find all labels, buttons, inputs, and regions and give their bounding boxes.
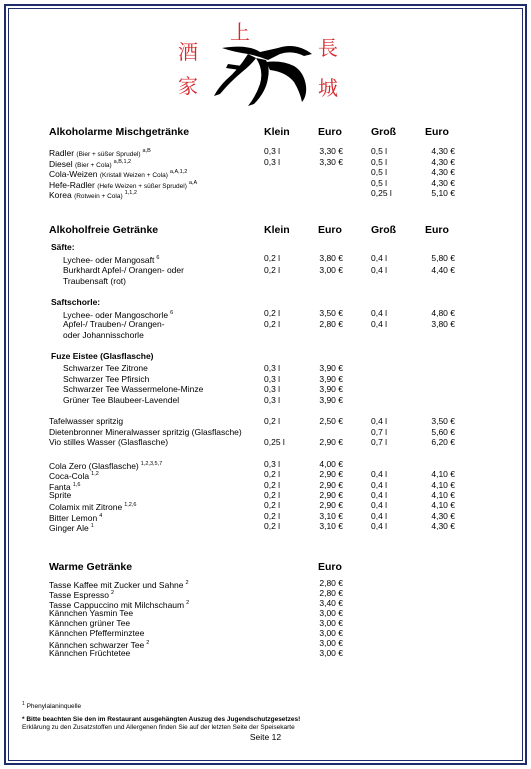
item-name: Kännchen Früchtetee: [49, 648, 131, 658]
price-large: 4,10 €: [431, 489, 455, 500]
volume-large: 0,7 l: [371, 437, 388, 447]
price-large: 4,10 €: [431, 469, 455, 480]
volume-small: 0,25 l: [264, 437, 285, 447]
volume-small: 0,3 l: [264, 394, 281, 405]
volume-large: 0,4 l: [371, 308, 388, 318]
price-large: 6,20 €: [431, 437, 455, 447]
volume-large: 0,4 l: [371, 469, 388, 480]
item-name: Schwarzer Tee Wassermelone-Minze: [63, 384, 204, 394]
volume-large: 0,4 l: [371, 253, 388, 263]
price-large: 3,80 €: [431, 319, 455, 329]
item-name: Bitter Lemon $^4$: [49, 512, 103, 523]
volume-small: 0,2 l: [264, 489, 281, 500]
item-name: oder Johannisschorle: [63, 330, 144, 340]
price-small: 2,90 €: [319, 469, 343, 480]
volume-small: 0,3 l: [264, 384, 281, 394]
logo-char: 上: [230, 20, 250, 44]
additive-footnote: 1,1,2: [124, 190, 137, 196]
price-small: 2,80 €: [319, 578, 343, 588]
additive-footnote: a,A: [188, 179, 198, 186]
item-detail: (Hefe Weizen + süßer Sprudel): [97, 182, 187, 190]
additive-footnote: 1,2: [91, 471, 99, 478]
price-large: 4,30 €: [431, 167, 455, 177]
price-large: 4,30 €: [431, 520, 455, 531]
item-name: Burkhardt Apfel-/ Orangen- oder: [63, 264, 184, 275]
section-title: Warme Getränke: [49, 561, 133, 573]
volume-large: 0,4 l: [371, 510, 388, 521]
item-name: Grüner Tee Blaubeer-Lavendel: [63, 394, 180, 405]
logo-char: 家: [178, 74, 198, 98]
price-small: 2,80 €: [319, 319, 343, 329]
item-name: Tafelwasser spritzig: [49, 416, 124, 426]
column-header: Euro: [318, 126, 342, 138]
price-small: 3,00 €: [319, 618, 343, 628]
volume-small: 0,3 l: [264, 363, 281, 373]
volume-large: 0,4 l: [371, 520, 388, 531]
price-large: 4,30 €: [431, 177, 455, 188]
item-name: Schwarzer Tee Pfirsich: [63, 373, 150, 384]
additive-footnote: 1,2,3,5,7: [140, 461, 163, 467]
volume-small: 0,2 l: [264, 510, 281, 521]
volume-small: 0,3 l: [264, 156, 281, 167]
footnotes: [22, 700, 502, 732]
volume-small: 0,3 l: [264, 373, 281, 384]
logo-char: 酒: [178, 40, 198, 64]
price-small: 2,90 €: [319, 437, 343, 447]
additive-footnote: 6: [170, 310, 174, 316]
price-small: 3,00 €: [319, 648, 343, 658]
item-name: Lychee- oder Mangoschorle $^6$: [63, 309, 174, 320]
price-small: 3,00 €: [319, 608, 343, 618]
column-header: Euro: [318, 224, 342, 236]
item-detail: (Kristall Weizen + Cola): [99, 171, 168, 179]
additive-footnote: 1,2,6: [124, 502, 137, 509]
item-name: Lychee- oder Mangosaft $^6$: [63, 254, 160, 265]
price-small: 3,00 €: [319, 638, 343, 648]
item-name: Apfel-/ Trauben-/ Orangen-: [63, 319, 165, 329]
item-name: Dietenbronner Mineralwasser spritzig (Glasflasche): [49, 426, 242, 437]
volume-large: 0,5 l: [371, 177, 388, 188]
price-small: 3,50 €: [319, 308, 343, 318]
item-name: Tasse Kaffee mit Zucker und Sahne $^2$: [49, 579, 189, 590]
additive-footnote: 2: [146, 640, 150, 646]
footnote-allergens: Erklärung zu den Zusatzstoffen und Allergenen finden Sie auf der letzten Seite der Speisekarte: [22, 724, 295, 732]
additive-footnote: 4: [99, 512, 103, 519]
additive-footnote: 2: [185, 580, 189, 586]
column-header: Klein: [264, 224, 290, 236]
section-title: Alkoholfreie Getränke: [49, 224, 159, 236]
price-small: 3,00 €: [319, 264, 343, 275]
volume-large: 0,4 l: [371, 479, 388, 490]
item-detail: (Bier + Cola): [75, 161, 112, 169]
column-header: Klein: [264, 126, 290, 138]
price-small: 3,10 €: [319, 510, 343, 521]
price-large: 4,30 €: [431, 146, 455, 156]
item-name: Kännchen Yasmin Tee: [49, 608, 134, 618]
item-name: Colamix mit Zitrone $^{1,2,6}$: [49, 502, 137, 513]
price-large: 4,30 €: [431, 510, 455, 521]
volume-large: 0,4 l: [371, 319, 388, 329]
price-small: 3,40 €: [319, 598, 343, 608]
volume-large: 0,25 l: [371, 188, 392, 198]
price-large: 4,30 €: [431, 156, 455, 167]
section-title: Alkoholarme Mischgetränke: [49, 126, 190, 138]
subsection-title: Fuze Eistee (Glasflasche): [51, 351, 154, 361]
price-small: 3,30 €: [319, 156, 343, 167]
additive-footnote: a,B: [142, 148, 151, 154]
subsection-title: Saftschorle:: [51, 297, 101, 307]
item-name: Vio stilles Wasser (Glasflasche): [49, 437, 169, 447]
volume-small: 0,3 l: [264, 459, 281, 469]
price-large: 4,80 €: [431, 308, 455, 318]
price-small: 2,90 €: [319, 479, 343, 490]
item-name: Ginger Ale $^1$: [49, 522, 94, 533]
price-large: 4,10 €: [431, 500, 455, 511]
volume-small: 0,2 l: [264, 500, 281, 511]
item-name: Tasse Cappuccino mit Milchschaum $^2$: [49, 599, 190, 610]
additive-footnote: 6: [156, 255, 160, 261]
volume-large: 0,4 l: [371, 489, 388, 500]
item-name: Diesel (Bier + Cola) $^{a,B,1,2}$: [49, 158, 132, 169]
volume-large: 0,4 l: [371, 416, 388, 426]
price-large: 5,60 €: [431, 426, 455, 437]
price-small: 3,30 €: [319, 146, 343, 156]
volume-small: 0,2 l: [264, 416, 281, 426]
price-small: 2,90 €: [319, 500, 343, 511]
item-detail: (Bier + süßer Sprudel): [76, 150, 141, 158]
volume-large: 0,4 l: [371, 264, 388, 275]
volume-large: 0,4 l: [371, 500, 388, 511]
price-large: 3,50 €: [431, 416, 455, 426]
additive-footnote: a,A,1,2: [169, 169, 188, 175]
item-name: Fanta $^{1,6}$: [49, 481, 81, 492]
price-small: 2,80 €: [319, 588, 343, 598]
volume-small: 0,2 l: [264, 319, 281, 329]
item-name: Kännchen grüner Tee: [49, 618, 131, 628]
price-small: 3,90 €: [319, 363, 343, 373]
column-header: Euro: [425, 126, 449, 138]
volume-small: 0,2 l: [264, 253, 281, 263]
price-large: 5,10 €: [431, 188, 455, 198]
item-name: Schwarzer Tee Zitrone: [63, 363, 148, 373]
volume-small: 0,2 l: [264, 479, 281, 490]
column-header: Euro: [318, 561, 342, 573]
page-number: Seite 12: [249, 732, 282, 742]
item-name: Cola-Weizen (Kristall Weizen + Cola) $^{a,A,1,2}$: [49, 168, 188, 179]
item-name: Tasse Espresso $^2$: [49, 589, 115, 600]
footnote-warning: * Bitte beachten Sie den im Restaurant ausgehängten Auszug des Jugendschutzgesetzes!: [22, 716, 301, 724]
great-wall-icon: [208, 40, 318, 108]
additive-footnote: 1,6: [72, 481, 81, 488]
item-name: Korea (Rotwein + Cola) $^{1,1,2}$: [49, 189, 137, 200]
item-detail: (Rotwein + Cola): [74, 192, 123, 200]
volume-large: 0,5 l: [371, 156, 388, 167]
price-small: 3,10 €: [319, 520, 343, 531]
item-name: Sprite: [49, 489, 72, 500]
column-header: Groß: [371, 126, 397, 138]
volume-large: 0,5 l: [371, 167, 388, 177]
item-name: Traubensaft (rot): [63, 276, 126, 286]
column-header: Groß: [371, 224, 397, 236]
price-large: 4,10 €: [431, 479, 455, 490]
item-name: Hefe-Radler (Hefe Weizen + süßer Sprudel) $^{a,A}$: [49, 179, 198, 190]
price-small: 3,90 €: [319, 384, 343, 394]
price-large: 4,40 €: [431, 264, 455, 275]
additive-footnote: 1: [90, 522, 94, 529]
volume-small: 0,2 l: [264, 520, 281, 531]
additive-footnote: 2: [186, 600, 190, 606]
price-small: 2,50 €: [319, 416, 343, 426]
price-small: 3,80 €: [319, 253, 343, 263]
volume-small: 0,2 l: [264, 264, 281, 275]
footnote-phenylalanine: $^1$ Phenylalaninquelle: [22, 701, 82, 711]
column-header: Euro: [425, 224, 449, 236]
volume-large: 0,7 l: [371, 426, 388, 437]
price-small: 2,90 €: [319, 489, 343, 500]
volume-small: 0,2 l: [264, 308, 281, 318]
item-name: Kännchen schwarzer Tee $^2$: [49, 639, 150, 650]
price-small: 3,00 €: [319, 628, 343, 638]
item-name: Kännchen Pfefferminztee: [49, 628, 145, 638]
volume-small: 0,3 l: [264, 146, 281, 156]
price-small: 3,90 €: [319, 373, 343, 384]
volume-small: 0,2 l: [264, 469, 281, 480]
price-small: 3,90 €: [319, 394, 343, 405]
additive-footnote: a,B,1,2: [113, 158, 132, 165]
item-name: Coca-Cola $^{1,2}$: [49, 471, 99, 482]
additive-footnote: 2: [111, 590, 115, 596]
item-name: Radler (Bier + süßer Sprudel) $^{a,B}$: [49, 147, 151, 158]
volume-large: 0,5 l: [371, 146, 388, 156]
price-large: 5,80 €: [431, 253, 455, 263]
subsection-title: Säfte:: [51, 242, 75, 252]
logo-char: 長: [318, 36, 338, 60]
restaurant-logo: [170, 22, 360, 112]
item-name: Cola Zero (Glasflasche) $^{1,2,3,5,7}$: [49, 460, 163, 471]
logo-char: 城: [318, 76, 338, 100]
price-small: 4,00 €: [319, 459, 343, 469]
